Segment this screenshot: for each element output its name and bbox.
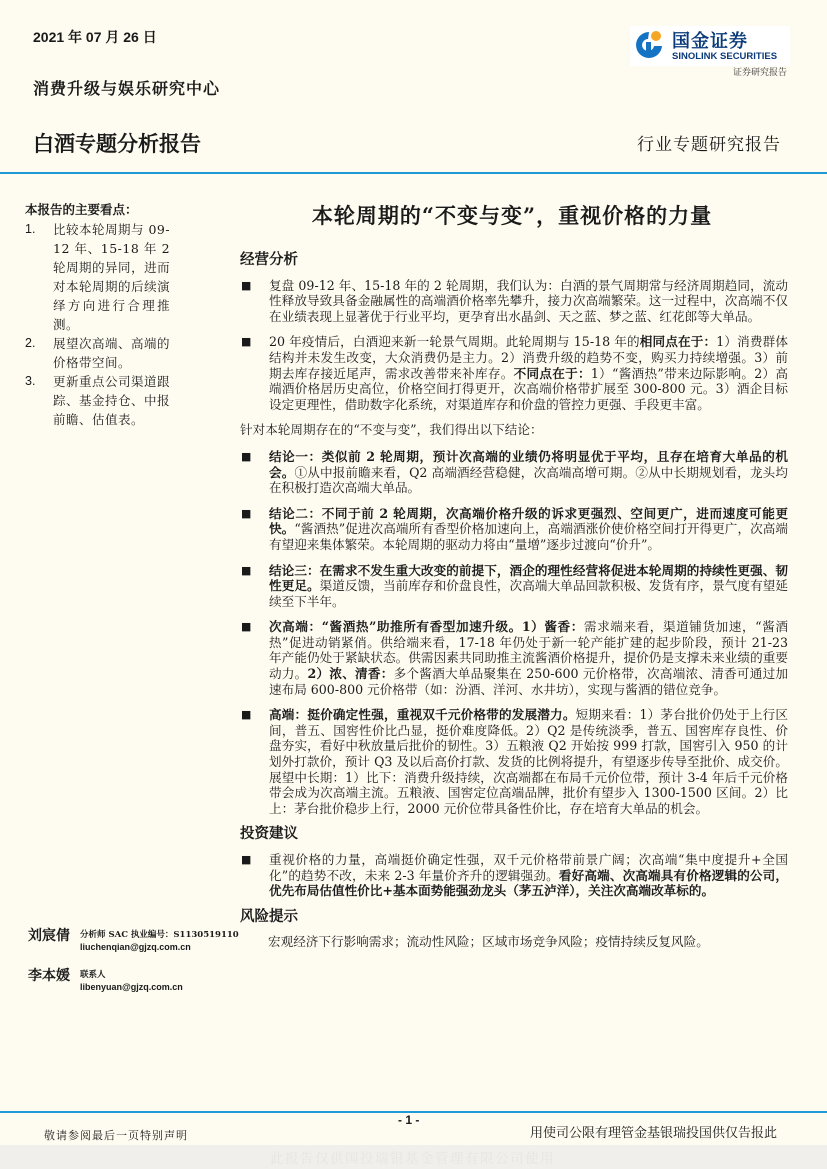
text-run: ①从中报前瞻来看，Q2 高端酒经营稳健，次高端高增可期。②从中长期规划看，龙头均在积极打造次高端大单品。	[269, 464, 789, 496]
key-point-line: 轮周期的异同，进而	[53, 260, 171, 275]
text-run: “酱酒热”促进次高端所有香型价格加速向上，高端酒涨价使价格空间打开得更广，次高端有望迎来集体繁荣。本轮周期的驱动力将由“量增”逐步过渡向“价升”。	[269, 521, 788, 552]
report-date: 2021 年 07 月 26 日	[33, 29, 157, 45]
header-divider	[0, 172, 827, 174]
main-title: 本轮周期的“不变与变”，重视价格的力量	[311, 203, 713, 228]
research-center: 消费升级与娱乐研究中心	[33, 79, 221, 98]
bullet-text	[269, 334, 788, 412]
text-run: 1）消费群体结构并未发生改变，大众消费仍是主力。2）消费升级的趋势不变，购买力持续增强。3）前期去库存接近尾声，需求改善带来补库存。	[269, 334, 789, 381]
bullet-square-icon: ■	[241, 563, 252, 577]
text-run: 短期来看：1）茅台批价仍处于上行区间，普五、国窖性价比凸显，挺价难度降低。2）Q2 是传统淡季，普五、国窖库存良性、价盘夯实，看好中秋放量后批价的韧性。3）五粮液 Q2 开始按 999 打款，国窖引入 950 的计划外打款价，预计 Q3 及以后高价打款、发货的比例将提升，有望逐步传导至批价、成交价。展望中长期：1）比下：消费升级持续，次高端都在布局千元价位带，预计 3-4 年后千元价格带会成为次高端主流。五粮液、国窖定位高端品牌，批价有望步入 1300-1500 区间。2）比上：茅台批价稳步上行，2000 元价位带具备性价比，存在培育大单品的机会。	[269, 707, 789, 816]
bullet-square-icon: ■	[241, 708, 252, 722]
text-run: 需求端来看，渠道铺货加速，“酱酒热”促进动销紧俏。供给端来看，17-18 年仍处于新一轮产能扩建的起步阶段，预计 21-23 年产能仍处于紧缺状态。供需因素共同助推主流酱酒价格提升，提价仍是支撑未来业绩的重要动力。	[269, 619, 788, 682]
text-run: 多个酱酒大单品聚集在 250-600 元价格带，次高端浓、清香可通过加速布局 600-800 元价格带（如：汾酒、洋河、水井坊），实现与酱酒的错位竞争。	[269, 666, 789, 697]
bullet-text	[269, 506, 788, 553]
bullet-text	[269, 563, 788, 610]
bullet-square-icon: ■	[241, 853, 252, 866]
key-point-line: 比较本轮周期与 09-	[53, 222, 171, 237]
main-content	[238, 252, 788, 950]
section-heading-risk: 风险提示	[240, 907, 298, 925]
key-point-item	[25, 372, 205, 429]
text-run: 渠道反馈，当前库存和价盘良性，次高端大单品回款积极、发货有序，景气度有望延续至下半年。	[269, 578, 788, 609]
text-run-bold: 结论三：在需求不发生重大改变的前提下，酒企的理性经营将促进本轮周期的持续性更强、韧性更足。	[269, 562, 788, 594]
report-title: 白酒专题分析报告	[33, 133, 201, 156]
text-run: 1）“酱酒热”带来边际影响。2）高端酒价格居历史高位，价格空间打得更开，次高端价格带扩展至 300-800 元。3）酒企目标设定更理性，借助数字化系统，对渠道库存和价盘的管控力更强、手段更丰富。	[269, 365, 788, 412]
bullet-investment	[238, 852, 788, 899]
logo-name-en: SINOLINK SECURITIES	[672, 51, 778, 62]
logo-name-cn: 国金证券	[672, 31, 748, 52]
section-heading-investment: 投资建议	[240, 825, 298, 843]
analyst-email[interactable]: libenyuan@gjzq.com.cn	[80, 982, 183, 992]
bullet-conclusion-1	[238, 449, 788, 496]
key-point-number: 2.	[25, 336, 36, 350]
company-logo	[630, 26, 790, 66]
bullet-text: 复盘 09-12 年、15-18 年的 2 轮周期，我们认为：白酒的景气周期常与经济周期趋同，流动性释放导致具备金融属性的高端酒价格率先攀升，接力次高端繁荣。这一过程中，次高端不仅在业绩表现上显著优于行业平均，更孕育出水晶剑、天之蓝、梦之蓝、红花郎等大单品。	[269, 277, 788, 324]
text-run: 重视价格的力量，高端挺价确定性强，双千元价格带前景广阔；次高端“集中度提升+全国化”的趋势不改，未来 2-3 年量价齐升的逻辑强劲。	[269, 852, 788, 883]
key-point-line: 绎方向进行合理推	[53, 298, 171, 313]
key-point-item	[25, 334, 205, 372]
key-points-sidebar	[25, 200, 205, 429]
bullet-text	[269, 449, 788, 496]
bullet-conclusion-3	[238, 563, 788, 610]
analyst-name: 刘宸倩	[28, 928, 70, 944]
key-points-heading: 本报告的主要看点：	[25, 202, 138, 217]
bullet-square-icon: ■	[241, 278, 252, 292]
bullet-comparison	[238, 334, 788, 412]
bullet-sub-high-end	[238, 619, 788, 697]
key-point-line: 价格带空间。	[53, 355, 132, 370]
bullet-square-icon: ■	[241, 449, 252, 463]
page-number: - 1 -	[398, 1113, 420, 1127]
text-run-bold: 结论一：类似前 2 轮周期，预计次高端的业绩仍将明显优于平均，且存在培育大单品的机会。	[269, 448, 788, 480]
report-type: 行业专题研究报告	[637, 135, 781, 155]
analyst-role: 联系人	[80, 970, 106, 980]
text-run-bold: 相同点在于：	[639, 334, 717, 350]
bullet-high-end	[238, 707, 788, 816]
bullet-square-icon: ■	[241, 620, 252, 634]
footer-right-text: 用使司公限有理管金基银瑞投国供仅告报此	[529, 1126, 777, 1141]
analyst-name: 李本媛	[28, 968, 70, 984]
conclusion-lead: 针对本轮周期存在的“不变与变”，我们得出以下结论：	[240, 422, 543, 438]
key-point-line: 对本轮周期的后续演	[53, 279, 171, 294]
text-run-bold: 高端：挺价确定性强，重视双千元价格带的发展潜力。	[269, 707, 576, 723]
bullet-square-icon: ■	[241, 506, 252, 520]
bullet-review	[238, 278, 788, 325]
footer-disclaimer: 敬请参阅最后一页特别声明	[44, 1129, 188, 1142]
bullet-conclusion-2	[238, 506, 788, 553]
text-run-bold: 不同点在于：	[513, 365, 591, 381]
section-heading-operations: 经营分析	[240, 251, 298, 268]
key-point-line: 展望次高端、高端的	[53, 336, 171, 351]
key-point-line: 测。	[53, 317, 80, 332]
text-run-bold: 2）浓、清香：	[307, 666, 394, 682]
key-point-line: 更新重点公司渠道跟	[53, 374, 171, 389]
text-run-bold: 看好高端、次高端具有价格逻辑的公司，优先布局估值性价比+基本面势能强劲龙头（茅五泸洋），关注次高端改革标的。	[269, 867, 789, 899]
bullet-text	[269, 707, 788, 816]
key-point-item	[25, 220, 205, 334]
text-run-bold: 次高端：“酱酒热”助推所有香型加速升级。1）酱香：	[269, 619, 584, 635]
logo-subtitle: 证券研究报告	[732, 68, 787, 78]
bullet-text	[269, 852, 788, 899]
analyst-email[interactable]: liuchenqian@gjzq.com.cn	[80, 942, 191, 952]
bullet-text	[269, 619, 788, 697]
risk-text: 宏观经济下行影响需求；流动性风险；区域市场竞争风险；疫情持续反复风险。	[268, 934, 709, 950]
text-run-bold: 结论二：不同于前 2 轮周期，次高端价格升级的诉求更强烈、空间更广，进而速度可能更快。	[269, 505, 788, 537]
key-point-number: 1.	[25, 222, 36, 236]
analyst-role: 分析师 SAC 执业编号：S1130519110	[80, 930, 239, 940]
key-point-line: 12 年、15-18 年 2	[53, 241, 171, 256]
key-point-line: 踪、基金持仓、中报	[53, 393, 171, 408]
logo-mark-icon	[634, 29, 664, 62]
bullet-square-icon: ■	[241, 335, 252, 349]
watermark-text: 此报告仅供国投瑞银基金管理有限公司使用	[270, 1151, 555, 1167]
key-point-number: 3.	[25, 374, 36, 388]
key-point-line: 前瞻、估值表。	[53, 412, 145, 427]
text-run: 20 年疫情后，白酒迎来新一轮景气周期。此轮周期与 15-18 年的	[269, 334, 640, 350]
